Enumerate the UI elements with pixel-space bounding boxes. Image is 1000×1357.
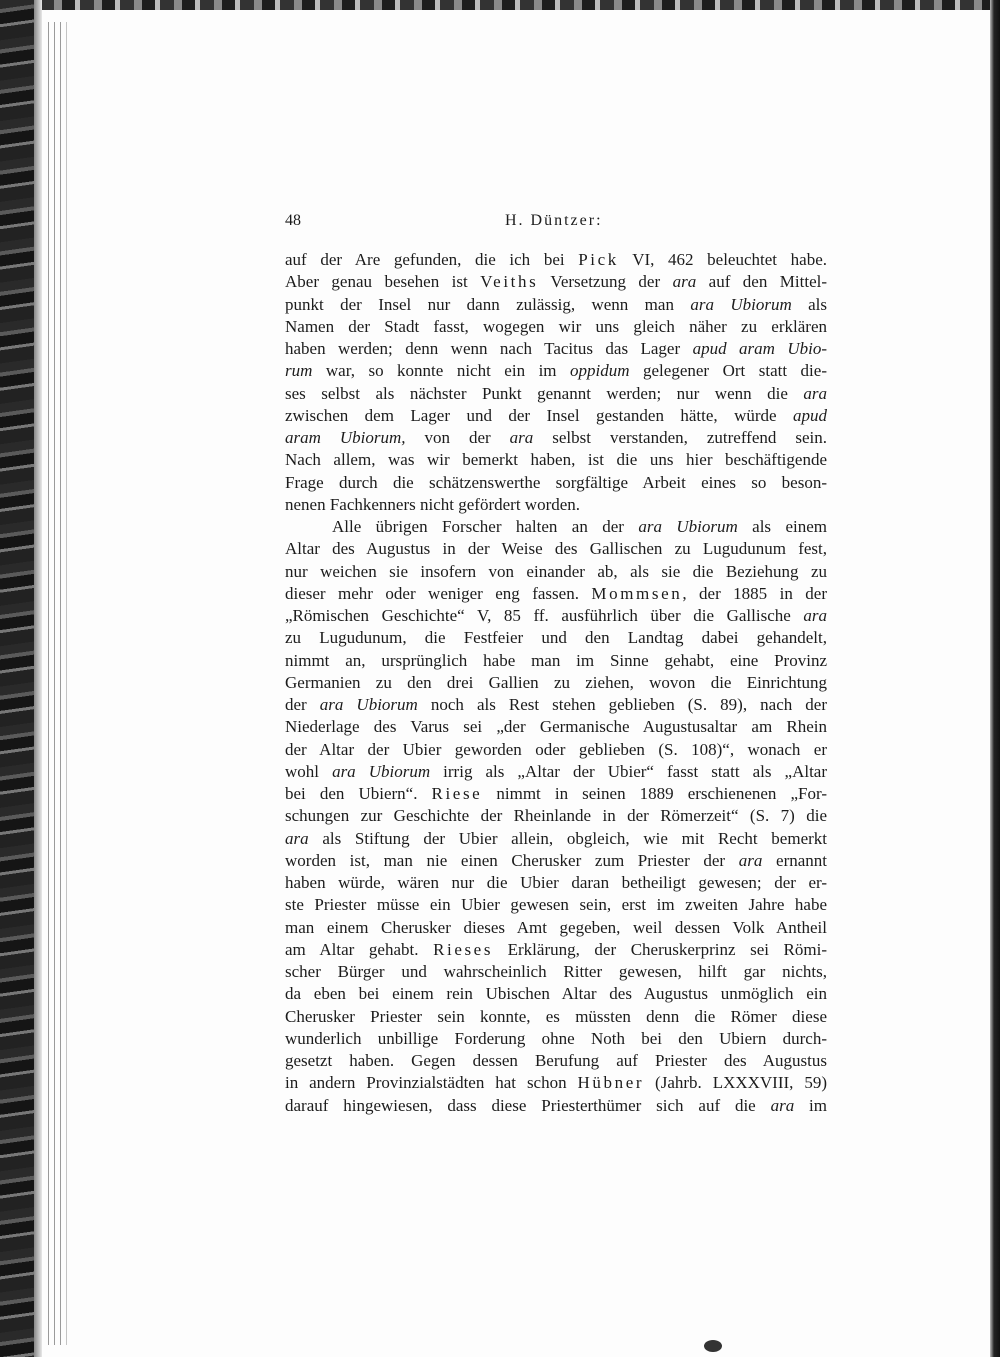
text-line [285, 894, 827, 916]
spaced-name: Hübner [577, 1073, 645, 1093]
text-segment: von der [405, 428, 510, 447]
text-segment: der [285, 695, 320, 714]
text-segment: Altar des Augustus in der Weise des Gallischen zu Lugudunum fest, [285, 539, 827, 559]
text-segment: als Stiftung der Ubier allein, obgleich, wie mit Recht bemerkt [308, 828, 827, 848]
text-line [285, 694, 827, 716]
text-segment: noch als Rest stehen geblieben (S. 89), nach der [417, 695, 827, 714]
text-line [285, 627, 827, 649]
text-line [285, 405, 827, 427]
scan-border-left [0, 0, 34, 1357]
text-segment: Germanien zu den drei Gallien zu ziehen, wovon die Einrichtung [285, 672, 827, 692]
text-segment: Cherusker Priester sein konnte, es müssten denn die Römer diese [285, 1006, 827, 1026]
italic-text: apud [793, 405, 827, 425]
italic-text: ara Ubiorum [319, 695, 418, 714]
text-line [285, 494, 827, 516]
text-segment: Alle übrigen Forscher halten an der [332, 517, 639, 536]
text-line [285, 538, 827, 560]
text-line [285, 828, 827, 850]
text-segment: Aber genau besehen ist [285, 272, 481, 292]
italic-text: ara [672, 272, 697, 292]
text-segment: Frage durch die schätzenswerthe sorgfältige Arbeit eines so beson- [285, 472, 827, 492]
text-segment: Niederlage des Varus sei „der Germanische Augustusaltar am Rhein [285, 717, 827, 737]
text-line [285, 850, 827, 872]
text-segment: nenen Fachkenners nicht gefördert worden. [285, 494, 581, 514]
text-line [285, 516, 827, 538]
page-stack-edge [66, 22, 67, 1345]
scan-border-right [990, 0, 1000, 1357]
text-line [285, 672, 827, 694]
text-line [285, 605, 827, 627]
text-segment: man einem Cherusker dieses Amt gegeben, weil dessen Volk Antheil [285, 917, 827, 937]
text-segment: auf den Mittel- [696, 272, 828, 292]
text-segment: haben werden; denn wenn nach Tacitus das Lager [285, 339, 693, 358]
page-stack-edge [54, 22, 55, 1345]
text-segment: (Jahrb. LXXXVIII, 59) [644, 1073, 827, 1093]
page-number: 48 [285, 212, 301, 229]
text-line [285, 917, 827, 939]
text-line [285, 338, 827, 360]
text-segment: nur weichen sie insofern von einander ab, als sie die Beziehung zu [285, 561, 827, 581]
text-line [285, 316, 827, 338]
text-segment: bei den Ubiern“. [285, 784, 432, 803]
text-line [285, 983, 827, 1005]
text-line [285, 383, 827, 405]
text-line [285, 761, 827, 783]
text-segment: am Altar gehabt. [285, 939, 434, 959]
text-segment: gesetzt haben. Gegen dessen Berufung auf Priester des Augustus [285, 1051, 827, 1070]
text-segment: Erklärung, der Cheruskerprinz sei Römi- [493, 939, 827, 959]
spaced-name: Mommsen [591, 583, 683, 603]
text-segment: dieser mehr oder weniger eng fassen. [285, 583, 592, 603]
text-segment: scher Bürger und wahrscheinlich Ritter gewesen, hilft gar nichts, [285, 962, 827, 981]
text-line [285, 783, 827, 805]
spaced-name: Veiths [480, 272, 539, 292]
running-head: H. Düntzer: [505, 212, 603, 229]
text-segment: haben würde, wären nur die Ubier daran betheiligt gewesen; der er- [285, 873, 827, 892]
text-line [285, 472, 827, 494]
text-segment: ernannt [762, 850, 827, 870]
text-segment: , der 1885 in der [682, 583, 827, 603]
text-line [285, 1050, 827, 1072]
text-segment: wunderlich unbillige Forderung ohne Noth bei den Ubiern durch- [285, 1028, 827, 1048]
text-segment: im [794, 1095, 827, 1115]
text-line [285, 739, 827, 761]
text-segment: Versetzung der [538, 272, 673, 292]
text-line [285, 249, 827, 271]
text-line [285, 1006, 827, 1028]
italic-text: ara [803, 606, 827, 625]
text-line [285, 271, 827, 293]
italic-text: ara [285, 828, 309, 848]
text-segment: irrig als „Altar der Ubier“ fasst statt als „Altar [430, 761, 828, 781]
italic-text: ara Ubiorum [690, 294, 792, 314]
italic-text: ara [803, 383, 827, 403]
page-stack-edge [60, 22, 61, 1345]
italic-text: ara Ubiorum [638, 517, 738, 536]
text-line [285, 360, 827, 382]
text-segment: der Altar der Ubier geworden oder geblieben (S. 108)“, wonach er [285, 739, 827, 759]
text-line [285, 650, 827, 672]
text-line [285, 427, 827, 449]
text-segment: Namen der Stadt fasst, wogegen wir uns gleich näher zu erklären [285, 316, 827, 336]
text-segment: wohl [285, 761, 333, 781]
italic-text: ara [509, 428, 534, 447]
text-line [285, 583, 827, 605]
spaced-name: Rieses [433, 939, 494, 959]
text-line [285, 561, 827, 583]
text-segment: selbst verstanden, zutreffend sein. [533, 428, 827, 447]
text-segment: „Römischen Geschichte“ V, 85 ff. ausführlich über die Gallische [285, 606, 804, 625]
text-segment: als [791, 294, 827, 314]
text-segment: da eben bei einem rein Ubischen Altar des Augustus unmöglich ein [285, 984, 827, 1004]
text-line [285, 1072, 827, 1094]
italic-text: rum [285, 361, 313, 381]
text-segment: schungen zur Geschichte der Rheinlande in der Römerzeit“ (S. 7) die [285, 806, 827, 826]
text-segment: in andern Provinzialstädten hat schon [285, 1073, 578, 1093]
text-line [285, 1028, 827, 1050]
italic-text: apud aram Ubio- [692, 339, 827, 358]
scan-border-top [0, 0, 1000, 10]
text-line [285, 449, 827, 471]
scan-artifact [704, 1340, 722, 1352]
text-segment: gelegener Ort statt die- [629, 361, 827, 381]
text-segment: war, so konnte nicht ein im [312, 361, 571, 381]
italic-text: ara [738, 850, 763, 870]
text-segment: darauf hingewiesen, dass diese Priesterthümer sich auf die [285, 1095, 771, 1115]
text-line [285, 716, 827, 738]
italic-text: oppidum [570, 361, 630, 381]
text-line [285, 939, 827, 961]
spaced-name: Riese [431, 784, 483, 803]
spaced-name: Pick [578, 250, 619, 269]
text-segment: als einem [737, 517, 827, 536]
text-segment: VI, 462 beleuchtet habe. [618, 250, 827, 269]
text-segment: Nach allem, was wir bemerkt haben, ist die uns hier beschäftigende [285, 450, 827, 470]
page-header [285, 212, 827, 234]
page-stack-edge [48, 22, 49, 1345]
text-segment: nimmt in seinen 1889 erschienenen „For- [482, 784, 827, 803]
body-text [285, 249, 827, 1117]
text-segment: punkt der Insel nur dann zulässig, wenn man [285, 294, 691, 314]
italic-text: ara [770, 1095, 795, 1115]
text-segment: worden ist, man nie einen Cherusker zum Priester der [285, 850, 739, 870]
text-segment: nimmt an, ursprünglich habe man im Sinne gehabt, eine Provinz [285, 650, 827, 670]
text-line [285, 961, 827, 983]
italic-text: aram Ubiorum, [285, 428, 406, 447]
text-line [285, 805, 827, 827]
text-segment: ses selbst als nächster Punkt genannt werden; nur wenn die [285, 383, 804, 403]
text-line [285, 872, 827, 894]
text-line [285, 294, 827, 316]
text-segment: zu Lugudunum, die Festfeier und den Landtag dabei gehandelt, [285, 628, 827, 648]
book-cover-edge [34, 0, 42, 1357]
text-segment: auf der Are gefunden, die ich bei [285, 250, 579, 269]
text-segment: ste Priester müsse ein Ubier gewesen sein, erst im zweiten Jahre habe [285, 895, 827, 915]
text-line [285, 1095, 827, 1117]
italic-text: ara Ubiorum [332, 761, 431, 781]
text-segment: zwischen dem Lager und der Insel gestanden hätte, würde [285, 405, 793, 425]
